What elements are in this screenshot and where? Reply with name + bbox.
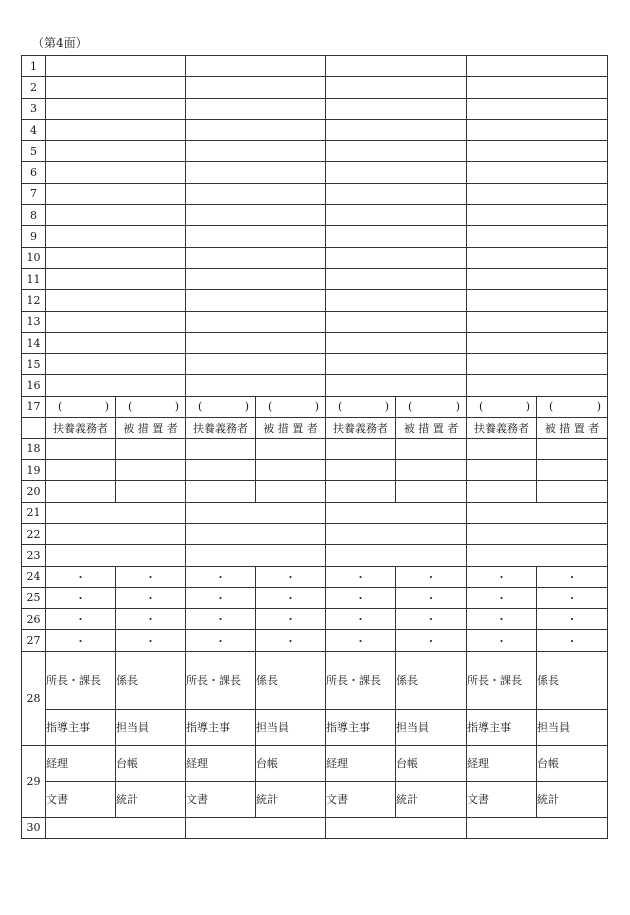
entry-cell[interactable] <box>467 460 537 481</box>
entry-cell[interactable] <box>326 119 467 140</box>
entry-cell[interactable] <box>326 141 467 162</box>
paren-close: ) <box>525 400 530 414</box>
form-row <box>22 396 608 417</box>
entry-cell[interactable] <box>467 502 608 523</box>
row-number: 30 <box>22 817 46 838</box>
entry-cell[interactable] <box>396 438 467 459</box>
date-cell[interactable]: ・ <box>186 609 256 630</box>
entry-cell[interactable] <box>467 141 608 162</box>
entry-cell[interactable] <box>46 226 186 247</box>
entry-cell[interactable] <box>467 98 608 119</box>
entry-cell[interactable] <box>186 162 326 183</box>
entry-cell[interactable] <box>467 332 608 353</box>
row-number: 27 <box>22 630 46 651</box>
entry-cell[interactable] <box>186 523 326 544</box>
form-row <box>22 481 608 502</box>
entry-cell[interactable] <box>186 141 326 162</box>
row-number: 15 <box>22 354 46 375</box>
entry-cell[interactable] <box>186 817 326 838</box>
entry-cell[interactable] <box>46 290 186 311</box>
stamp-guidance-supervisor[interactable]: 指導主事 <box>467 709 537 745</box>
entry-cell[interactable] <box>46 311 186 332</box>
stamp-director-section-chief[interactable]: 所長・課長 <box>326 651 396 709</box>
date-cell[interactable]: ・ <box>467 630 537 651</box>
entry-cell[interactable] <box>326 226 467 247</box>
paren-open: ( <box>58 400 63 414</box>
row-number: 4 <box>22 119 46 140</box>
entry-cell[interactable] <box>46 375 186 396</box>
entry-cell[interactable] <box>46 56 186 77</box>
row-number: 7 <box>22 183 46 204</box>
paren-open: ( <box>338 400 343 414</box>
stamp-ledger[interactable]: 台帳 <box>537 745 608 781</box>
row-number: 24 <box>22 566 46 587</box>
paren-close: ) <box>174 400 179 414</box>
row-number: 29 <box>22 745 46 817</box>
entry-cell[interactable] <box>467 183 608 204</box>
date-cell[interactable]: ・ <box>537 587 608 608</box>
form-table <box>21 55 608 839</box>
entry-cell[interactable] <box>46 98 186 119</box>
paren-close: ) <box>596 400 601 414</box>
header-ward: 被 措 置 者 <box>537 417 608 438</box>
entry-cell[interactable] <box>186 460 256 481</box>
entry-cell[interactable] <box>186 545 326 566</box>
stamp-director-section-chief[interactable]: 所長・課長 <box>467 651 537 709</box>
entry-cell[interactable] <box>326 438 396 459</box>
date-cell[interactable]: ・ <box>116 566 186 587</box>
entry-cell[interactable] <box>46 502 186 523</box>
row-number: 1 <box>22 56 46 77</box>
stamp-guidance-supervisor[interactable]: 指導主事 <box>46 709 116 745</box>
header-obligor: 扶養義務者 <box>186 417 256 438</box>
form-row <box>22 247 608 268</box>
date-cell[interactable]: ・ <box>326 587 396 608</box>
entry-cell[interactable] <box>256 460 326 481</box>
date-cell[interactable]: ・ <box>256 566 326 587</box>
relation-input-cell[interactable] <box>256 396 326 417</box>
entry-cell[interactable] <box>186 332 326 353</box>
entry-cell[interactable] <box>186 247 326 268</box>
entry-cell[interactable] <box>326 460 396 481</box>
relation-input-cell[interactable] <box>396 396 467 417</box>
entry-cell[interactable] <box>186 205 326 226</box>
stamp-person-in-charge[interactable]: 担当員 <box>256 709 326 745</box>
stamp-accounting[interactable]: 経理 <box>326 745 396 781</box>
row-number-blank <box>22 417 46 438</box>
relation-input-cell[interactable] <box>326 396 396 417</box>
date-cell[interactable]: ・ <box>326 566 396 587</box>
entry-cell[interactable] <box>467 438 537 459</box>
header-ward: 被 措 置 者 <box>396 417 467 438</box>
entry-cell[interactable] <box>186 290 326 311</box>
entry-cell[interactable] <box>326 481 396 502</box>
header-obligor: 扶養義務者 <box>326 417 396 438</box>
entry-cell[interactable] <box>46 268 186 289</box>
stamp-documents[interactable]: 文書 <box>186 781 256 817</box>
date-cell[interactable]: ・ <box>467 566 537 587</box>
form-row <box>22 651 608 709</box>
relation-input-cell[interactable] <box>116 396 186 417</box>
stamp-chief[interactable]: 係長 <box>396 651 467 709</box>
stamp-guidance-supervisor[interactable]: 指導主事 <box>186 709 256 745</box>
entry-cell[interactable] <box>537 481 608 502</box>
stamp-ledger[interactable]: 台帳 <box>256 745 326 781</box>
entry-cell[interactable] <box>467 481 537 502</box>
entry-cell[interactable] <box>186 183 326 204</box>
entry-cell[interactable] <box>186 56 326 77</box>
entry-cell[interactable] <box>467 268 608 289</box>
date-cell[interactable]: ・ <box>537 609 608 630</box>
form-row <box>22 587 608 608</box>
stamp-statistics[interactable]: 統計 <box>256 781 326 817</box>
entry-cell[interactable] <box>326 98 467 119</box>
date-cell[interactable]: ・ <box>537 630 608 651</box>
date-cell[interactable]: ・ <box>256 587 326 608</box>
entry-cell[interactable] <box>467 226 608 247</box>
entry-cell[interactable] <box>186 98 326 119</box>
date-cell[interactable]: ・ <box>537 566 608 587</box>
entry-cell[interactable] <box>256 438 326 459</box>
paren-open: ( <box>408 400 413 414</box>
relation-input-cell[interactable] <box>186 396 256 417</box>
paren-open: ( <box>128 400 133 414</box>
paren-close: ) <box>104 400 109 414</box>
entry-cell[interactable] <box>467 311 608 332</box>
form-row <box>22 502 608 523</box>
stamp-guidance-supervisor[interactable]: 指導主事 <box>326 709 396 745</box>
entry-cell[interactable] <box>46 460 116 481</box>
entry-cell[interactable] <box>46 438 116 459</box>
page-label: （第4面） <box>32 36 88 50</box>
entry-cell[interactable] <box>326 56 467 77</box>
form-row <box>22 56 608 77</box>
entry-cell[interactable] <box>467 119 608 140</box>
row-number: 8 <box>22 205 46 226</box>
form-row <box>22 630 608 651</box>
form-row <box>22 98 608 119</box>
entry-cell[interactable] <box>46 77 186 98</box>
entry-cell[interactable] <box>326 247 467 268</box>
entry-cell[interactable] <box>326 311 467 332</box>
stamp-person-in-charge[interactable]: 担当員 <box>396 709 467 745</box>
date-cell[interactable]: ・ <box>186 587 256 608</box>
entry-cell[interactable] <box>326 523 467 544</box>
row-number: 21 <box>22 502 46 523</box>
date-cell[interactable]: ・ <box>186 630 256 651</box>
form-row <box>22 226 608 247</box>
header-obligor: 扶養義務者 <box>46 417 116 438</box>
row-number: 22 <box>22 523 46 544</box>
form-row <box>22 417 608 438</box>
entry-cell[interactable] <box>186 438 256 459</box>
entry-cell[interactable] <box>467 817 608 838</box>
entry-cell[interactable] <box>46 481 116 502</box>
paren-open: ( <box>479 400 484 414</box>
row-number: 10 <box>22 247 46 268</box>
stamp-statistics[interactable]: 統計 <box>116 781 186 817</box>
form-row <box>22 77 608 98</box>
date-cell[interactable]: ・ <box>467 587 537 608</box>
entry-cell[interactable] <box>467 247 608 268</box>
entry-cell[interactable] <box>46 247 186 268</box>
stamp-documents[interactable]: 文書 <box>326 781 396 817</box>
entry-cell[interactable] <box>467 205 608 226</box>
header-ward: 被 措 置 者 <box>116 417 186 438</box>
entry-cell[interactable] <box>46 162 186 183</box>
entry-cell[interactable] <box>186 119 326 140</box>
entry-cell[interactable] <box>326 162 467 183</box>
stamp-chief[interactable]: 係長 <box>256 651 326 709</box>
relation-input-cell[interactable] <box>537 396 608 417</box>
relation-input-cell[interactable] <box>46 396 116 417</box>
row-number: 28 <box>22 651 46 745</box>
entry-cell[interactable] <box>467 162 608 183</box>
row-number: 2 <box>22 77 46 98</box>
row-number: 5 <box>22 141 46 162</box>
row-number: 6 <box>22 162 46 183</box>
entry-cell[interactable] <box>467 290 608 311</box>
entry-cell[interactable] <box>46 205 186 226</box>
paren-open: ( <box>198 400 203 414</box>
date-cell[interactable]: ・ <box>256 630 326 651</box>
row-number: 23 <box>22 545 46 566</box>
stamp-ledger[interactable]: 台帳 <box>396 745 467 781</box>
form-row <box>22 354 608 375</box>
form-row <box>22 609 608 630</box>
paren-close: ) <box>384 400 389 414</box>
form-row <box>22 119 608 140</box>
date-cell[interactable]: ・ <box>116 587 186 608</box>
row-number: 14 <box>22 332 46 353</box>
row-number: 25 <box>22 587 46 608</box>
entry-cell[interactable] <box>326 77 467 98</box>
entry-cell[interactable] <box>46 545 186 566</box>
row-number: 19 <box>22 460 46 481</box>
form-row <box>22 460 608 481</box>
date-cell[interactable]: ・ <box>326 609 396 630</box>
paren-close: ) <box>455 400 460 414</box>
form-row <box>22 566 608 587</box>
date-cell[interactable]: ・ <box>46 630 116 651</box>
entry-cell[interactable] <box>186 268 326 289</box>
paren-close: ) <box>244 400 249 414</box>
date-cell[interactable]: ・ <box>256 609 326 630</box>
stamp-statistics[interactable]: 統計 <box>396 781 467 817</box>
form-row <box>22 523 608 544</box>
row-number: 26 <box>22 609 46 630</box>
entry-cell[interactable] <box>537 460 608 481</box>
row-number: 20 <box>22 481 46 502</box>
date-cell[interactable]: ・ <box>467 609 537 630</box>
entry-cell[interactable] <box>186 481 256 502</box>
entry-cell[interactable] <box>326 354 467 375</box>
stamp-chief[interactable]: 係長 <box>116 651 186 709</box>
row-number: 18 <box>22 438 46 459</box>
paren-close: ) <box>314 400 319 414</box>
paren-open: ( <box>268 400 273 414</box>
form-row <box>22 332 608 353</box>
stamp-person-in-charge[interactable]: 担当員 <box>116 709 186 745</box>
entry-cell[interactable] <box>186 311 326 332</box>
entry-cell[interactable] <box>46 119 186 140</box>
entry-cell[interactable] <box>186 226 326 247</box>
entry-cell[interactable] <box>46 183 186 204</box>
entry-cell[interactable] <box>46 332 186 353</box>
form-row <box>22 141 608 162</box>
entry-cell[interactable] <box>396 460 467 481</box>
row-number: 17 <box>22 396 46 417</box>
date-cell[interactable]: ・ <box>396 587 467 608</box>
stamp-chief[interactable]: 係長 <box>537 651 608 709</box>
form-row <box>22 781 608 817</box>
form-row <box>22 268 608 289</box>
entry-cell[interactable] <box>186 77 326 98</box>
entry-cell[interactable] <box>396 481 467 502</box>
entry-cell[interactable] <box>46 141 186 162</box>
date-cell[interactable]: ・ <box>116 630 186 651</box>
stamp-director-section-chief[interactable]: 所長・課長 <box>46 651 116 709</box>
entry-cell[interactable] <box>46 817 186 838</box>
date-cell[interactable]: ・ <box>186 566 256 587</box>
stamp-ledger[interactable]: 台帳 <box>116 745 186 781</box>
entry-cell[interactable] <box>326 502 467 523</box>
header-ward: 被 措 置 者 <box>256 417 326 438</box>
stamp-documents[interactable]: 文書 <box>46 781 116 817</box>
stamp-director-section-chief[interactable]: 所長・課長 <box>186 651 256 709</box>
entry-cell[interactable] <box>46 354 186 375</box>
entry-cell[interactable] <box>116 460 186 481</box>
relation-input-cell[interactable] <box>467 396 537 417</box>
date-cell[interactable]: ・ <box>116 609 186 630</box>
date-cell[interactable]: ・ <box>46 566 116 587</box>
entry-cell[interactable] <box>46 523 186 544</box>
form-row <box>22 311 608 332</box>
entry-cell[interactable] <box>186 502 326 523</box>
date-cell[interactable]: ・ <box>46 587 116 608</box>
stamp-person-in-charge[interactable]: 担当員 <box>537 709 608 745</box>
stamp-accounting[interactable]: 経理 <box>467 745 537 781</box>
form-row <box>22 745 608 781</box>
row-number: 11 <box>22 268 46 289</box>
entry-cell[interactable] <box>326 205 467 226</box>
form-row <box>22 162 608 183</box>
entry-cell[interactable] <box>116 438 186 459</box>
date-cell[interactable]: ・ <box>396 609 467 630</box>
form-row <box>22 709 608 745</box>
stamp-documents[interactable]: 文書 <box>467 781 537 817</box>
stamp-statistics[interactable]: 統計 <box>537 781 608 817</box>
entry-cell[interactable] <box>467 523 608 544</box>
date-cell[interactable]: ・ <box>326 630 396 651</box>
form-row <box>22 205 608 226</box>
date-cell[interactable]: ・ <box>46 609 116 630</box>
entry-cell[interactable] <box>326 817 467 838</box>
row-number: 9 <box>22 226 46 247</box>
header-obligor: 扶養義務者 <box>467 417 537 438</box>
paren-open: ( <box>549 400 554 414</box>
form-row <box>22 817 608 838</box>
entry-cell[interactable] <box>467 375 608 396</box>
entry-cell[interactable] <box>467 354 608 375</box>
date-cell[interactable]: ・ <box>396 566 467 587</box>
row-number: 13 <box>22 311 46 332</box>
entry-cell[interactable] <box>467 545 608 566</box>
row-number: 3 <box>22 98 46 119</box>
form-row <box>22 375 608 396</box>
entry-cell[interactable] <box>116 481 186 502</box>
entry-cell[interactable] <box>537 438 608 459</box>
stamp-accounting[interactable]: 経理 <box>186 745 256 781</box>
entry-cell[interactable] <box>186 354 326 375</box>
entry-cell[interactable] <box>256 481 326 502</box>
entry-cell[interactable] <box>326 183 467 204</box>
stamp-accounting[interactable]: 経理 <box>46 745 116 781</box>
entry-cell[interactable] <box>467 56 608 77</box>
entry-cell[interactable] <box>326 375 467 396</box>
form-row <box>22 438 608 459</box>
entry-cell[interactable] <box>326 545 467 566</box>
form-row <box>22 183 608 204</box>
row-number: 16 <box>22 375 46 396</box>
form-row <box>22 290 608 311</box>
row-number: 12 <box>22 290 46 311</box>
entry-cell[interactable] <box>326 332 467 353</box>
entry-cell[interactable] <box>326 268 467 289</box>
form-row <box>22 545 608 566</box>
entry-cell[interactable] <box>467 77 608 98</box>
date-cell[interactable]: ・ <box>396 630 467 651</box>
entry-cell[interactable] <box>326 290 467 311</box>
entry-cell[interactable] <box>186 375 326 396</box>
